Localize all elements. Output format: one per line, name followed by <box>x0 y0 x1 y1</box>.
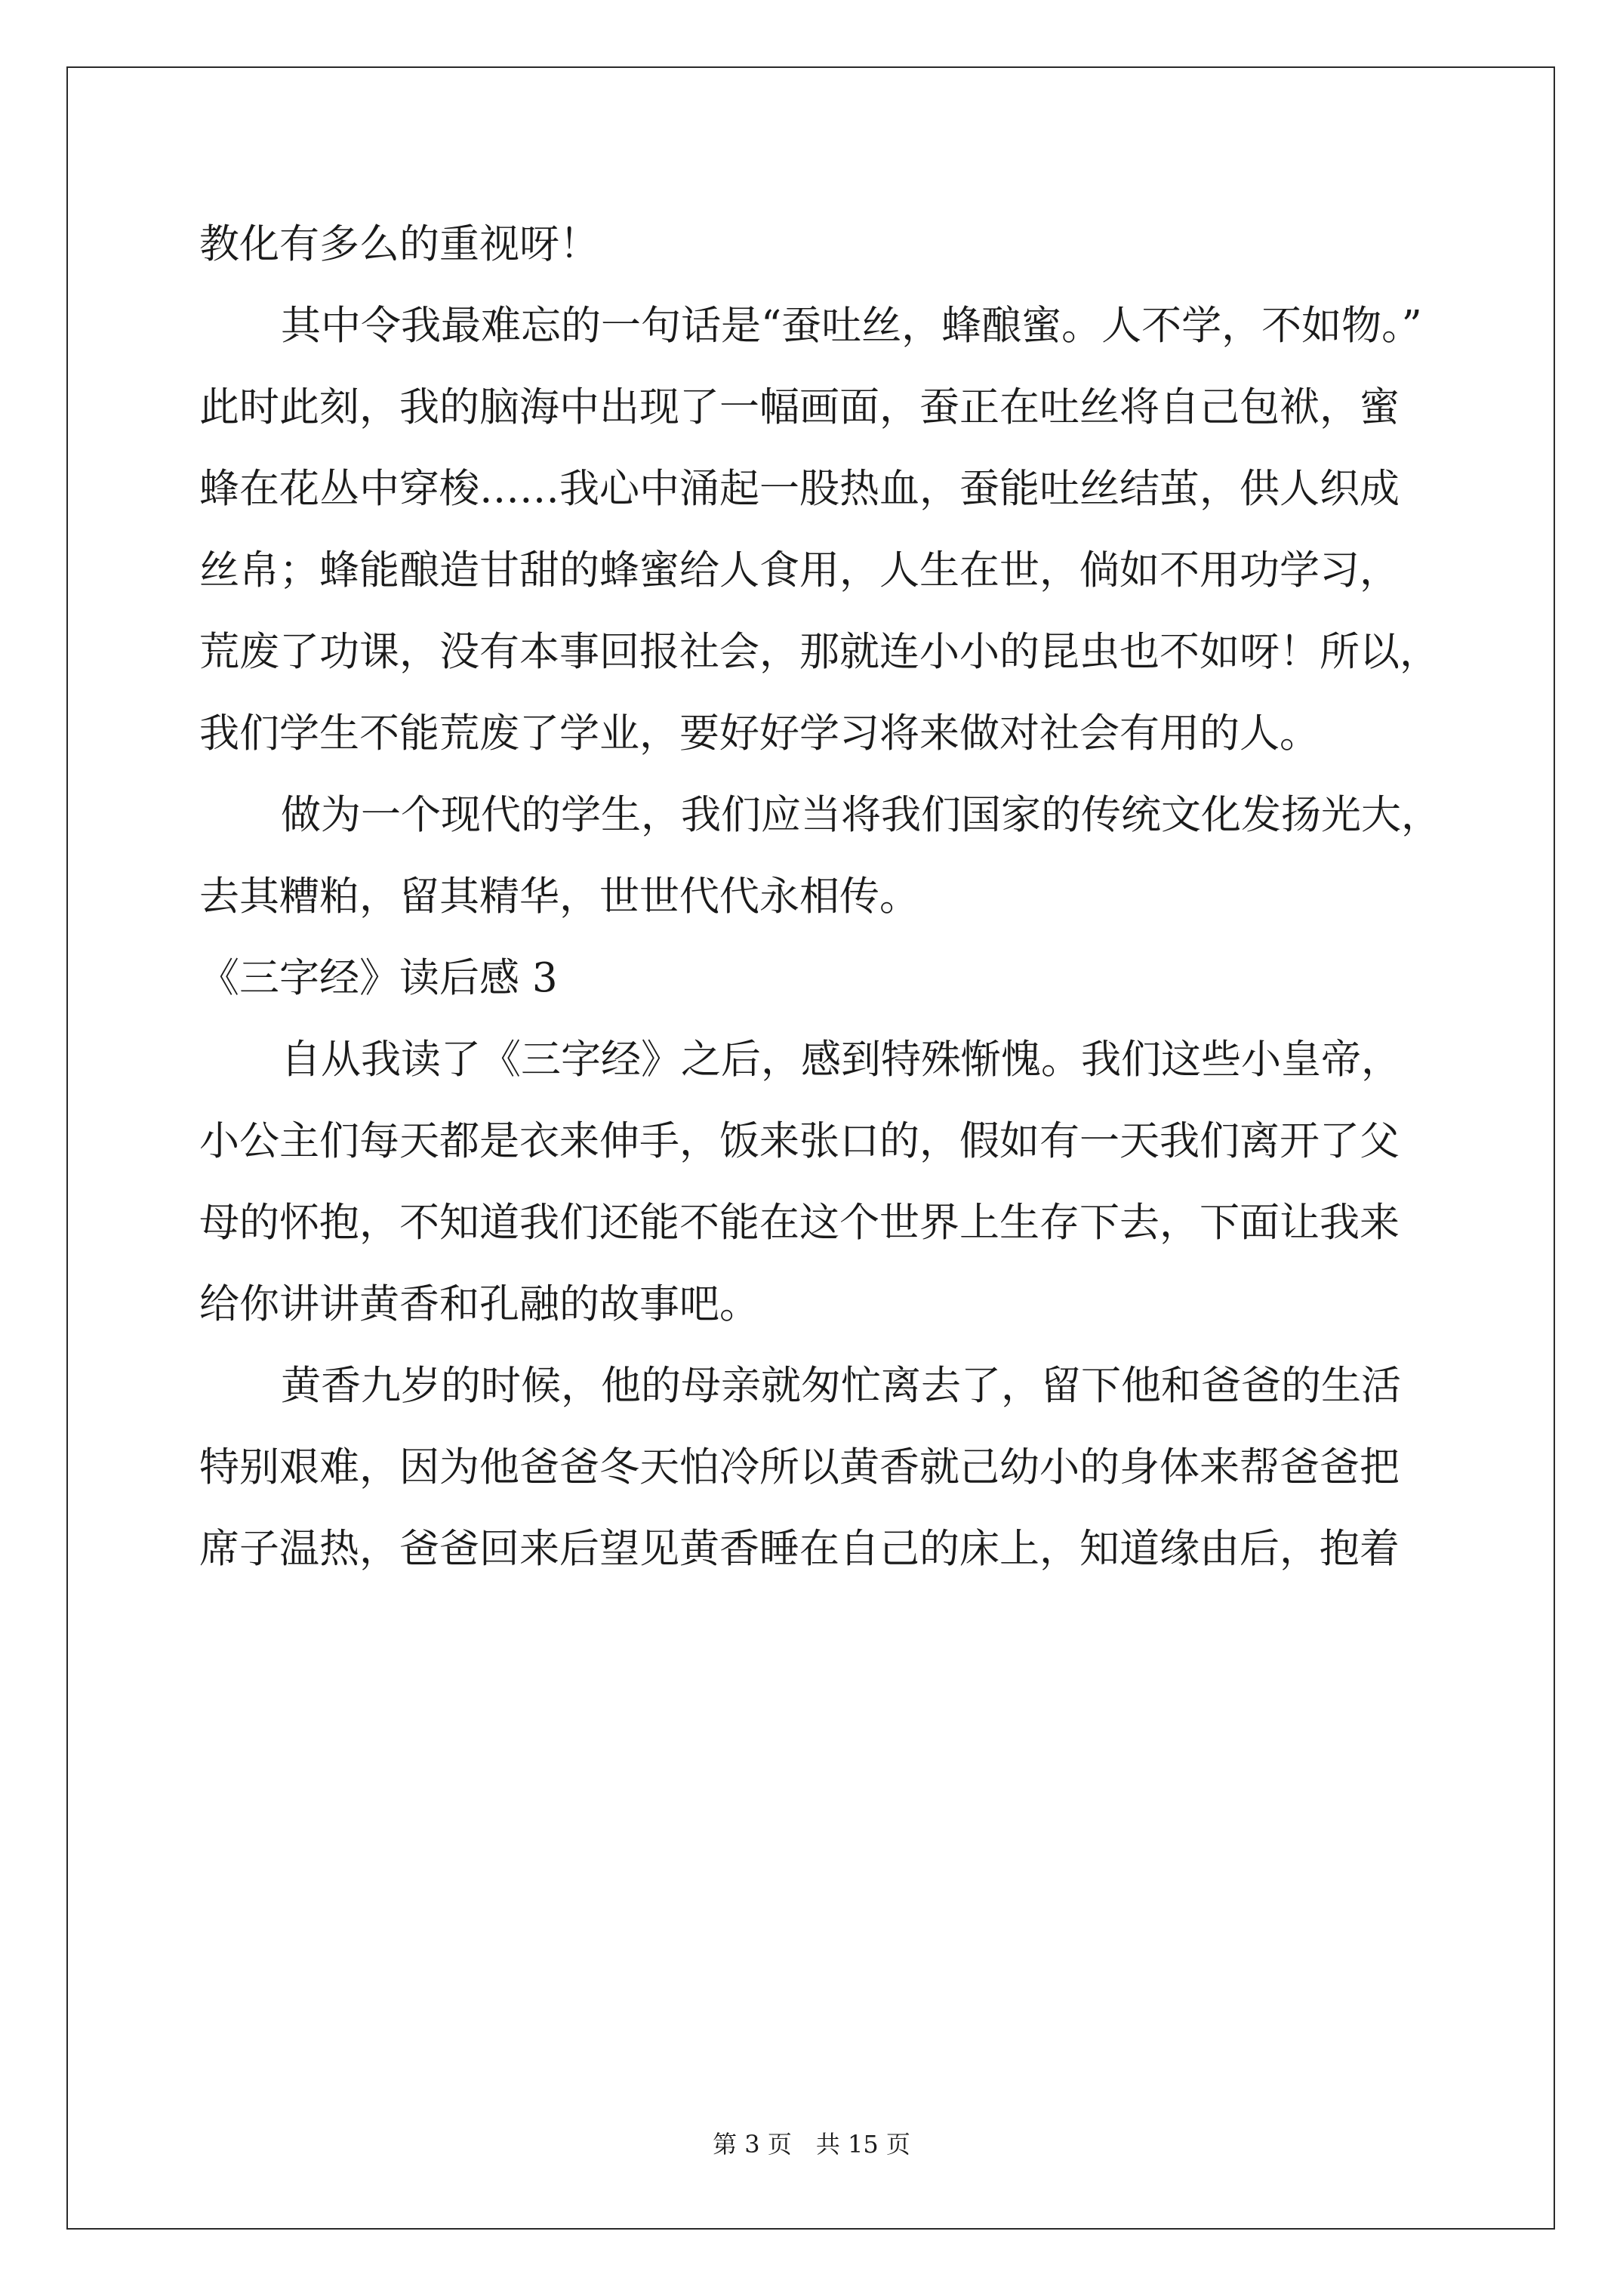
text-line: 丝帛；蜂能酿造甘甜的蜂蜜给人食用，人生在世，倘如不用功学习， <box>199 547 1400 593</box>
text-line: 特别艰难，因为他爸爸冬天怕冷所以黄香就己幼小的身体来帮爸爸把 <box>199 1444 1400 1490</box>
paragraph-start: 自从我读了《三字经》之后，感到特殊惭愧。我们这些小皇帝， <box>281 1037 1401 1083</box>
page-number-footer: 第 3 页 共 15 页 <box>713 2130 910 2159</box>
paragraph-start: 做为一个现代的学生，我们应当将我们国家的传统文化发扬光大， <box>281 792 1441 838</box>
paragraph-start: 黄香九岁的时候，他的母亲就匆忙离去了，留下他和爸爸的生活 <box>281 1363 1401 1409</box>
text-line: 教化有多么的重视呀！ <box>199 221 599 267</box>
section-heading: 《三字经》读后感 3 <box>199 955 558 1001</box>
text-line: 荒废了功课，没有本事回报社会，那就连小小的昆虫也不如呀！所以， <box>199 629 1440 675</box>
paragraph-start: 其中令我最难忘的一句话是“蚕吐丝，蜂酿蜜。人不学，不如物。” <box>281 303 1422 349</box>
text-line: 给你讲讲黄香和孔融的故事吧。 <box>199 1281 759 1327</box>
text-line: 去其糟粕，留其精华，世世代代永相传。 <box>199 874 919 920</box>
text-line: 我们学生不能荒废了学业，要好好学习将来做对社会有用的人。 <box>199 710 1320 757</box>
text-line: 小公主们每天都是衣来伸手，饭来张口的，假如有一天我们离开了父 <box>199 1118 1400 1164</box>
text-line: 蜂在花丛中穿梭……我心中涌起一股热血，蚕能吐丝结茧，供人织成 <box>199 466 1400 512</box>
text-line: 席子温热，爸爸回来后望见黄香睡在自己的床上，知道缘由后，抱着 <box>199 1526 1400 1572</box>
text-line: 母的怀抱，不知道我们还能不能在这个世界上生存下去，下面让我来 <box>199 1200 1400 1246</box>
text-line: 此时此刻，我的脑海中出现了一幅画面，蚕正在吐丝将自己包袱，蜜 <box>199 384 1400 430</box>
